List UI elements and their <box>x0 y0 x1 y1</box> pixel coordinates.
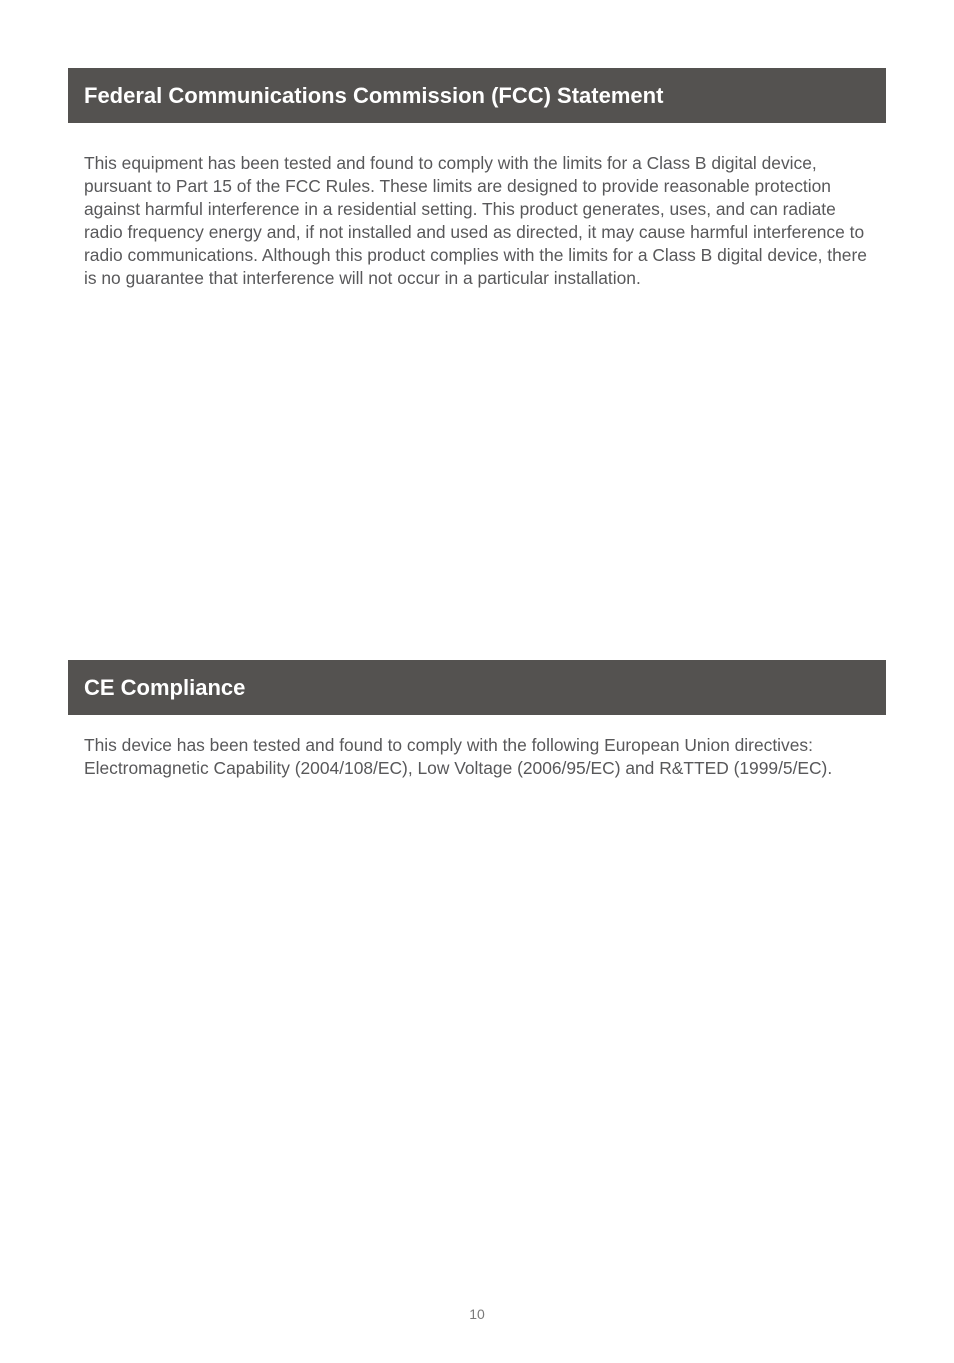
ce-section-title: CE Compliance <box>84 674 246 700</box>
fcc-section-body: This equipment has been tested and found to comply with the limits for a Class B digital device, pursuant to Part 15 of the FCC Rules. These limits are designed to provide reasonable protection against harmful interference in a residential setting. This product generates, uses, and can radiate radio frequency energy and, if not installed and used as directed, it may cause harmful interference to radio communications. Although this product complies with the limits for a Class B digital device, there is no guarantee that interference will not occur in a particular installation. <box>84 153 867 288</box>
ce-section-header <box>68 660 886 715</box>
ce-section-body: This device has been tested and found to comply with the following European Union directives: Electromagnetic Capability (2004/108/EC), Low Voltage (2006/95/EC) and R&TTED (1999/5/EC). <box>84 735 833 778</box>
fcc-section-header <box>68 68 886 123</box>
fcc-section-title: Federal Communications Commission (FCC) Statement <box>84 82 664 108</box>
page-number: 10 <box>469 1306 485 1322</box>
